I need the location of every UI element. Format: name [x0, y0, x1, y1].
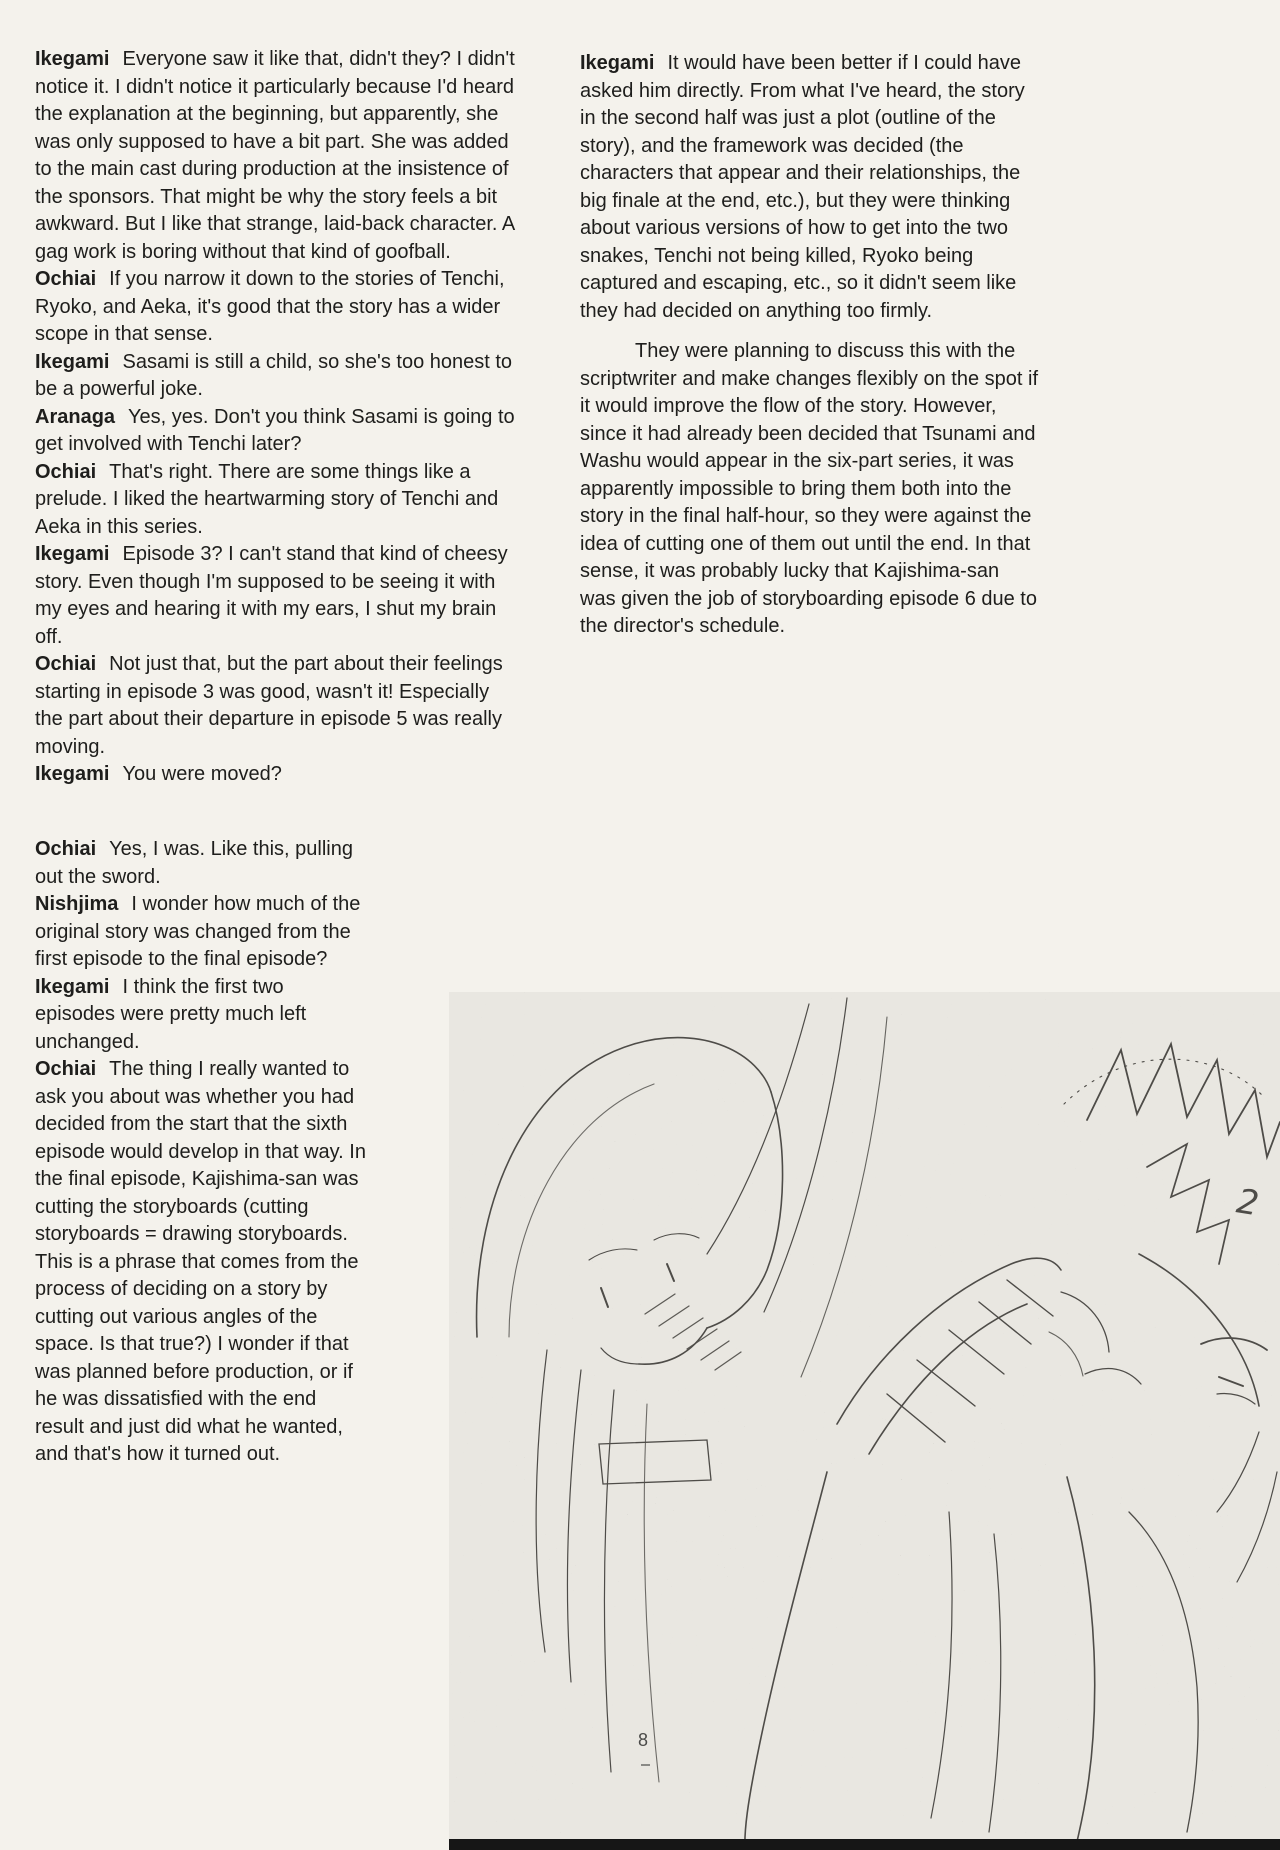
dialogue-text: I wonder how much of the original story was changed from the first episode to the final episode? [35, 893, 361, 970]
dialogue-paragraph [35, 541, 521, 651]
dialogue-paragraph [35, 404, 521, 459]
speaker-name: Ochiai [35, 460, 97, 483]
page-number: 8 [638, 1730, 649, 1750]
sketch-margin-mark: 2 [1233, 1181, 1262, 1225]
dialogue-text: The thing I really wanted to ask you about was whether you had decided from the start that the sixth episode would develop in that way. In the final episode, Kajishima-san was cutting the storyboards (cutting storyboards = drawing storyboards. This is a phrase that comes from the process of deciding on a story by cutting out various angles of the space. Is that true?) I wonder if that was planned before production, or if he was dissatisfied with the end result and just did what he wanted, and that's how it turned out. [35, 1058, 366, 1465]
dialogue-text: Yes, yes. Don't you think Sasami is going to get involved with Tenchi later? [35, 405, 515, 455]
dialogue-text: You were moved? [122, 763, 282, 785]
speckle-patch [879, 1422, 1159, 1572]
dialogue-paragraph [35, 651, 521, 761]
speaker-name: Ikegami [35, 48, 110, 70]
interview-left-column [35, 46, 521, 789]
speaker-name: Ochiai [35, 268, 97, 290]
dialogue-text: Everyone saw it like that, didn't they? I didn't notice it. I didn't notice it particularly because I'd heard the explanation at the beginning, but apparently, she was only supposed to have a bit part. She was added to the main cast during production at the insistence of the sponsors. That might be why the story feels a bit awkward. But I like that strange, laid-back character. A gag work is boring without that kind of goofball. [35, 48, 515, 263]
speaker-name: Nishjima [35, 893, 119, 915]
dialogue-paragraph [35, 891, 367, 974]
pencil-sketch-drawing [449, 992, 1280, 1850]
pencil-sketch-image [449, 992, 1280, 1850]
speckle-patch [509, 1412, 939, 1582]
dialogue-paragraph [35, 761, 521, 789]
scan-edge-strip [449, 1839, 1280, 1850]
dialogue-text: That's right. There are some things like a prelude. I liked the heartwarming story of Tenchi and Aeka in this series. [35, 460, 499, 538]
dialogue-paragraph [35, 349, 521, 404]
speckle-patch [1139, 1472, 1280, 1802]
interview-right-column [580, 50, 1040, 641]
dialogue-paragraph [35, 836, 367, 891]
dialogue-text: I think the first two episodes were pretty much left unchanged. [35, 975, 307, 1053]
dialogue-paragraph [35, 266, 521, 349]
narration-paragraph [580, 338, 1040, 641]
speaker-name: Ikegami [35, 975, 110, 998]
dialogue-paragraph [35, 974, 367, 1057]
speaker-name: Ochiai [35, 1058, 97, 1080]
scan-artifact-dash [641, 1764, 650, 1766]
dialogue-text: Sasami is still a child, so she's too honest to be a powerful joke. [35, 350, 513, 400]
speaker-name: Ochiai [35, 653, 97, 675]
speaker-name: Ikegami [35, 763, 110, 785]
dialogue-text: Yes, I was. Like this, pulling out the sword. [35, 838, 353, 888]
dialogue-text: Episode 3? I can't stand that kind of cheesy story. Even though I'm supposed to be seeing it with my eyes and hearing it with my ears, I shut my brain off. [35, 543, 508, 648]
speaker-name: Ikegami [580, 52, 655, 74]
dialogue-paragraph [580, 50, 1040, 325]
dialogue-paragraph [35, 1056, 367, 1469]
speaker-name: Aranaga [35, 405, 116, 428]
dialogue-text: They were planning to discuss this with the scriptwriter and make changes flexibly on the spot if it would improve the flow of the story. However, since it had already been decided that Tsunami and Washu would appear in the six-part series, it was apparently impossible to bring them both into the story in the final half-hour, so they were against the idea of cutting one of them out until the end. In that sense, it was probably lucky that Kajishima-san was given the job of storyboarding episode 6 due to the director's schedule. [580, 340, 1038, 637]
dialogue-text: It would have been better if I could have asked him directly. From what I've heard, the story in the second half was just a plot (outline of the story), and the framework was decided (the characters that appear and their relationships, the big finale at the end, etc.), but they were thinking about various versions of how to get into the two snakes, Tenchi not being killed, Ryoko being captured and escaping, etc., so it didn't seem like they had decided on anything too firmly. [580, 52, 1025, 322]
speaker-name: Ikegami [35, 350, 110, 373]
dialogue-paragraph [35, 459, 521, 542]
dialogue-text: Not just that, but the part about their feelings starting in episode 3 was good, wasn't it! Especially the part about their departure in episode 5 was really moving. [35, 653, 503, 758]
speckle-patch [589, 1052, 889, 1312]
interview-left-column-lower [35, 836, 367, 1469]
dialogue-paragraph [35, 46, 521, 266]
dialogue-text: If you narrow it down to the stories of Tenchi, Ryoko, and Aeka, it's good that the story has a wider scope in that sense. [35, 268, 505, 345]
speaker-name: Ochiai [35, 838, 97, 860]
speaker-name: Ikegami [35, 543, 110, 565]
